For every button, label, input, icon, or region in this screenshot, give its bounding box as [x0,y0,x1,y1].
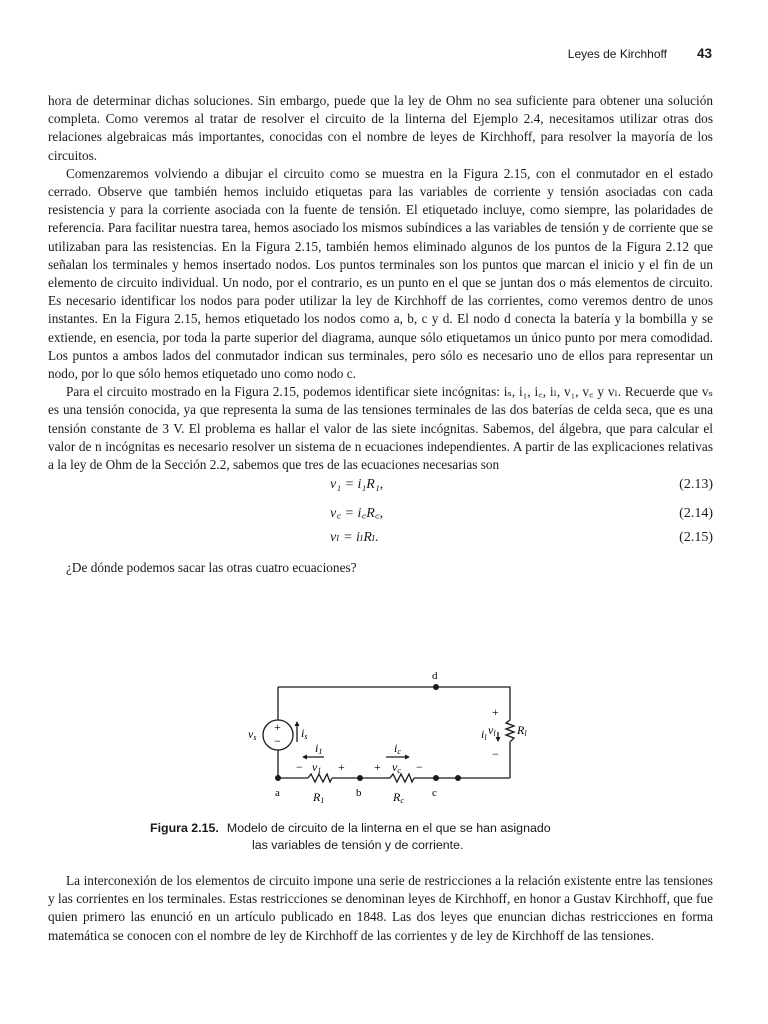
page-number: 43 [696,46,712,61]
vl-plus: + [492,705,499,719]
vl-label-sub: l [493,729,496,738]
v1-label-main: v [312,760,318,774]
resistor-rl-icon [506,720,514,742]
figure-caption [150,820,670,854]
caption-line-1 [150,820,670,837]
vc-label [392,760,401,775]
circuit-figure [240,668,540,813]
source-label [248,727,256,742]
vl-label-main: v [488,723,494,737]
vc-label-sub: c [397,766,401,775]
vl-label [488,723,496,738]
caption-label: Figura 2.15. [150,821,219,835]
body-text [48,92,713,577]
caption-text-1: Modelo de circuito de la linterna en el que se han asignado [226,821,551,835]
question-paragraph: ¿De dónde podemos sacar las otras cuatro ecuaciones? [66,560,357,576]
vl-minus: − [492,747,499,761]
is-label-main: i [301,726,305,740]
caption-text-2: las variables de tensión y de corriente. [252,838,464,852]
equation-row [48,503,713,529]
paragraph-3: Para el circuito mostrado en la Figura 2.15, podemos identificar siete incógnitas: iₛ, i₁, i꜀, iₗ, v₁, v꜀ y vₗ. Recuerde que vₛ es una tensión conocida, ya que representa la suma de las tensiones terminales de las dos baterías de celda seca, que es una tensión constante de 3 V. El problema es hallar el valor de las siete incógnitas. Sabemos, del álgebra, que para calcular el valor de n incógnitas es necesario resolver un sistema de n ecuaciones independientes. A partir de las explicaciones relativas a la ley de Ohm de la Sección 2.2, sabemos que tres de las ecuaciones necesarias son [48,384,713,473]
ic-label-sub: c [397,747,401,756]
rl-label-main: R [517,723,525,737]
node-a-dot [275,775,281,781]
rl-label-sub: l [524,729,527,738]
is-arrowhead-icon [295,721,300,726]
is-label-sub: s [304,732,308,741]
node-d-label: d [432,670,438,682]
vc-minus: − [416,760,423,774]
running-header [568,46,712,61]
final-text [48,872,713,945]
r1-label-main: R [313,790,321,804]
node-c-label: c [432,787,437,799]
top-wire [278,687,510,720]
vc-plus: + [374,760,381,774]
is-label [301,726,307,741]
circuit-diagram [240,668,540,813]
ic-arrowhead-icon [405,755,410,760]
resistor-r1-icon [308,774,332,782]
rl-label [516,723,527,738]
equation-number: (2.15) [679,530,713,546]
v1-label-sub: 1 [317,766,322,775]
v1-label [312,760,321,775]
paragraph-2: Comenzaremos volviendo a dibujar el circuito como se muestra en la Figura 2.15, con el conmutador en el estado cerrado. Observe que también hemos incluido etiquetas para las variables de corriente y tensión asociadas con cada resistencia y para la corriente asociada con la fuente de tensión. El etiquetado incluye, como siempre, las polaridades de referencia. Para facilitar nuestra tarea, hemos asociado los mismos subíndices a las variables de tensión y de corriente que se utilizaban para las resistencias. En la Figura 2.15, también hemos eliminado algunos de los puntos de la Figura 2.12 que señalan los terminales y hemos insertado nodos. Los puntos terminales son los puntos que marcan el inicio y el fin de un elemento de circuito individual. Un nodo, por el contrario, es un punto en el que se juntan dos o más elementos de circuito. Es necesario identificar los nodos para poder utilizar la ley de Kirchhoff de las corrientes, como veremos dentro de unos instantes. En la Figura 2.15, hemos etiquetado los nodos como a, b, c y d. El nodo d conecta la batería y la bombilla y se extiende, en esencia, por toda la parte superior del diagrama, aunque sólo etiquetamos un único punto por mera comodidad. Los puntos a ambos lados del conmutador indican sus terminales, pero sólo es necesario uno de ellos para representar un nodo, por lo que sólo hemos etiquetado uno como nodo c. [48,165,713,382]
v1-minus: − [296,760,303,774]
vc-label-main: v [392,760,398,774]
equation-number: (2.13) [679,477,713,493]
source-label-sub: s [253,733,257,742]
equation-number: (2.14) [679,506,713,522]
node-d-dot [433,684,439,690]
source-plus: + [274,720,281,734]
node-a-label: a [275,787,280,799]
i1-label [315,741,322,756]
ic-label-main: i [394,741,398,755]
switch-terminal-dot [455,775,461,781]
equation-row [48,529,713,555]
node-c-dot [433,775,439,781]
equation: v꜀ = i꜀R꜀, [330,506,384,522]
node-b-dot [357,775,363,781]
il-label-main: i [481,727,485,741]
i1-label-main: i [315,741,319,755]
i1-arrowhead-icon [302,755,307,760]
rc-label [392,790,404,805]
equation: v₁ = i₁R₁, [330,477,384,493]
paragraph-4: La interconexión de los elementos de circuito impone una serie de restricciones a la relación existente entre las tensiones y las corrientes en los terminales. Estas restricciones se denominan leyes de Kirchhoff, en honor a Gustav Kirchhoff, que fue quien primero las enunció en un artículo publicado en 1848. Las dos leyes que enuncian dichas restricciones en forma matemática se conocen con el nombre de ley de Kirchhoff de las corrientes y de ley de Kirchhoff de las tensiones. [48,873,713,943]
equation: vₗ = iₗRₗ. [330,530,379,546]
source-label-main: v [248,727,254,741]
il-arrowhead-icon [496,737,501,742]
v1-plus: + [338,760,345,774]
il-label [481,727,487,742]
r1-label [312,790,324,805]
rc-label-main: R [393,790,401,804]
node-b-label: b [356,787,362,799]
equation-block [48,477,713,555]
paragraph-1: hora de determinar dichas soluciones. Sin embargo, puede que la ley de Ohm no sea suficiente para obtener una solución completa. Como veremos al tratar de resolver el circuito de la linterna del Ejemplo 2.4, necesitamos utilizar otras dos relaciones algebraicas más importantes, conocidas con el nombre de leyes de Kirchhoff, para resolver la mayoría de los circuitos. [48,93,713,163]
running-title: Leyes de Kirchhoff [567,47,667,61]
source-minus: − [274,734,281,748]
il-label-sub: l [484,733,487,742]
ic-label [394,741,401,756]
r1-label-sub: 1 [320,796,325,805]
i1-label-sub: 1 [318,747,323,756]
equation-row [48,477,713,503]
rc-label-sub: c [400,796,404,805]
resistor-rc-icon [390,774,414,782]
